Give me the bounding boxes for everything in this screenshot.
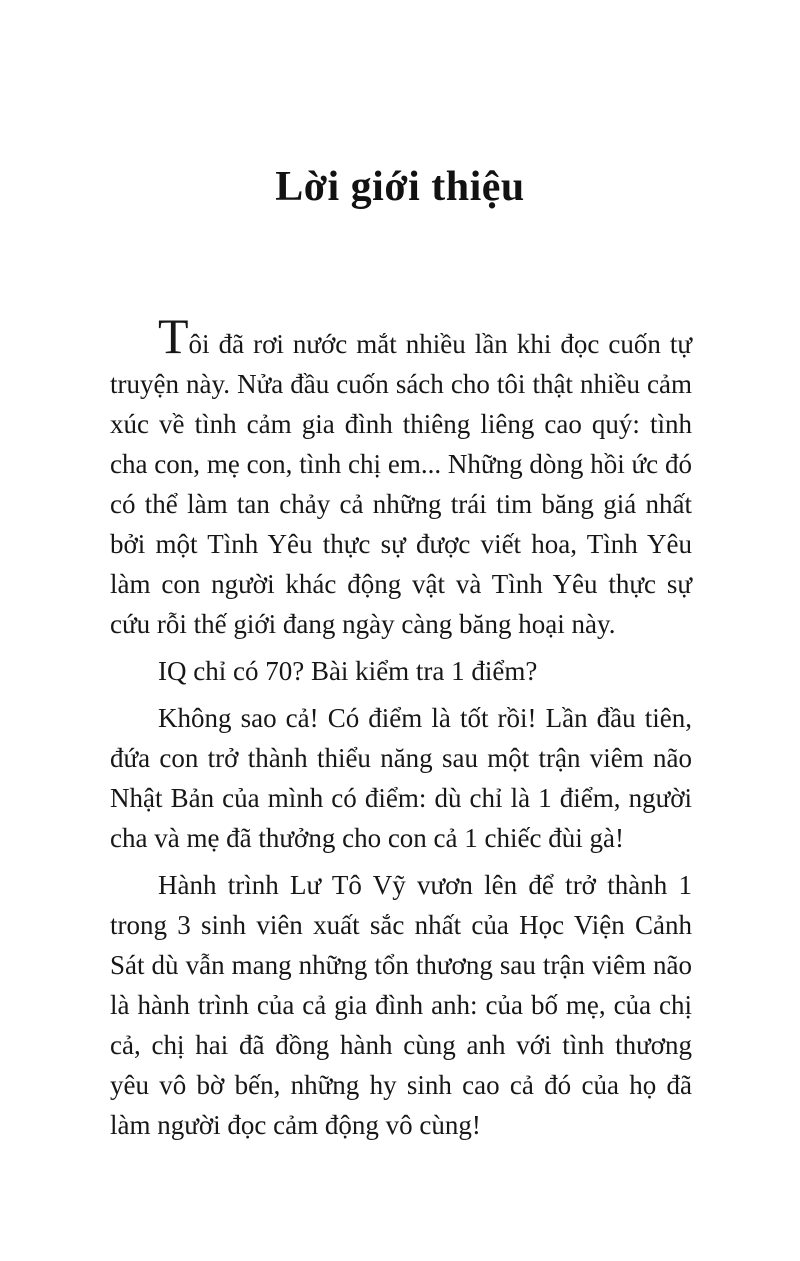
intro-paragraph-text: ôi đã rơi nước mắt nhiều lần khi đọc cuốn tự truyện này. Nửa đầu cuốn sách cho tôi thật nhiều cảm xúc về tình cảm gia đình thiêng liêng cao quý: tình cha con, mẹ con, tình chị em... Những dòng hồi ức đó có thể làm tan chảy cả những trái tim băng giá nhất bởi một Tình Yêu thực sự được viết hoa, Tình Yêu làm con người khác động vật và Tình Yêu thực sự cứu rỗi thế giới đang ngày càng băng hoại này. [110, 329, 692, 639]
page-title: Lời giới thiệu [275, 164, 525, 210]
drop-cap-initial: T [158, 308, 189, 364]
page-body [0, 308, 800, 1145]
intro-paragraph [110, 308, 692, 644]
journey-paragraph: Hành trình Lư Tô Vỹ vươn lên để trở thành 1 trong 3 sinh viên xuất sắc nhất của Học Viện Cảnh Sát dù vẫn mang những tổn thương sau trận viêm não là hành trình của cả gia đình anh: của bố mẹ, của chị cả, chị hai đã đồng hành cùng anh với tình thương yêu vô bờ bến, những hy sinh cao cả đó của họ đã làm người đọc cảm động vô cùng! [110, 870, 692, 1140]
reward-paragraph: Không sao cả! Có điểm là tốt rồi! Lần đầu tiên, đứa con trở thành thiểu năng sau một trận viêm não Nhật Bản của mình có điểm: dù chỉ là 1 điểm, người cha và mẹ đã thưởng cho con cả 1 chiếc đùi gà! [110, 703, 692, 853]
iq-question-paragraph: IQ chỉ có 70? Bài kiểm tra 1 điểm? [158, 656, 538, 686]
